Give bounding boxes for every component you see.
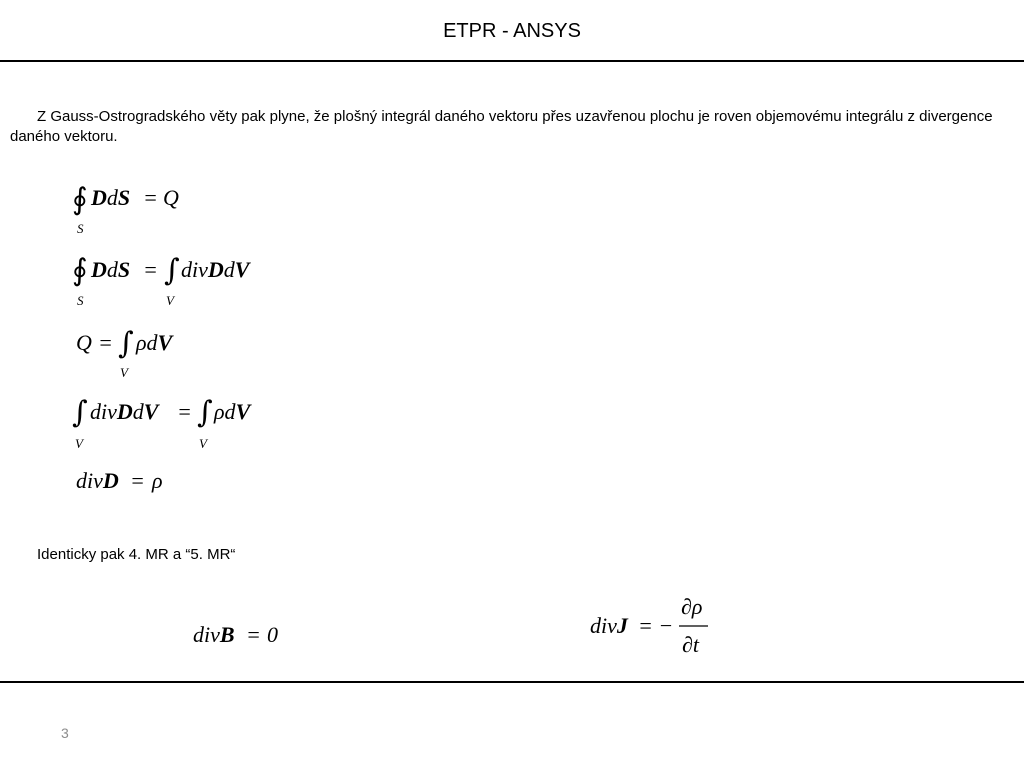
eq2-lhs: DdS [91,257,131,282]
slide-title: ETPR - ANSYS [443,20,581,42]
eq4-operator: = [177,399,192,424]
eq3-rhs: ρdV [136,330,173,355]
eq7-operator: = − [638,613,674,638]
eq7-numerator: ∂ρ [681,594,703,619]
equation-gauss-law-differential [76,468,163,493]
eq4-lower-limit-right: V [199,436,207,451]
identity-note: Identicky pak 4. MR a “5. MR“ [37,546,236,563]
eq1-operator: = [143,185,158,210]
equation-magnetic-divergence [193,622,278,647]
eq1-lower-limit: S [77,221,84,236]
footer-divider [0,681,1024,683]
integral-icon: ∫ [164,253,180,288]
closed-integral-icon: ∮ [72,253,88,288]
integral-icon: ∫ [72,395,88,430]
equation-continuity [590,594,708,657]
page-number: 3 [61,725,69,741]
eq4-rhs: ρdV [214,399,251,424]
eq2-lower-limit-left: S [77,293,84,308]
eq7-lhs: divJ [590,613,628,638]
eq5-rhs: ρ [152,468,163,493]
eq2-operator: = [143,257,158,282]
eq6-rhs: 0 [267,622,278,647]
eq4-lower-limit-left: V [75,436,83,451]
eq3-lower-limit: V [120,365,128,380]
equation-gauss-law-integral [72,182,179,236]
eq4-lhs: divDdV [90,399,159,424]
eq6-operator: = [246,622,261,647]
eq5-lhs: divD [76,468,119,493]
eq3-operator: = [98,330,113,355]
intro-paragraph: Z Gauss-Ostrogradského věty pak plyne, že plošný integrál daného vektoru přes uzavřenou plochu je roven objemovému integrálu z divergence daného vektoru. [10,108,993,145]
eq6-lhs: divB [193,622,235,647]
closed-integral-icon: ∮ [72,182,88,217]
eq7-denominator: ∂t [682,632,699,657]
integral-icon: ∫ [118,326,134,361]
eq2-rhs: divDdV [181,257,250,282]
eq5-operator: = [130,468,145,493]
equation-charge-volume-integral [76,326,175,380]
equation-divergence-theorem [72,253,252,308]
eq1-lhs: DdS [91,185,131,210]
eq3-lhs: Q [76,330,92,355]
eq1-rhs: Q [163,185,179,210]
eq2-lower-limit-right: V [166,293,174,308]
equation-volume-integrals-equal [72,395,253,451]
integral-icon: ∫ [197,395,213,430]
